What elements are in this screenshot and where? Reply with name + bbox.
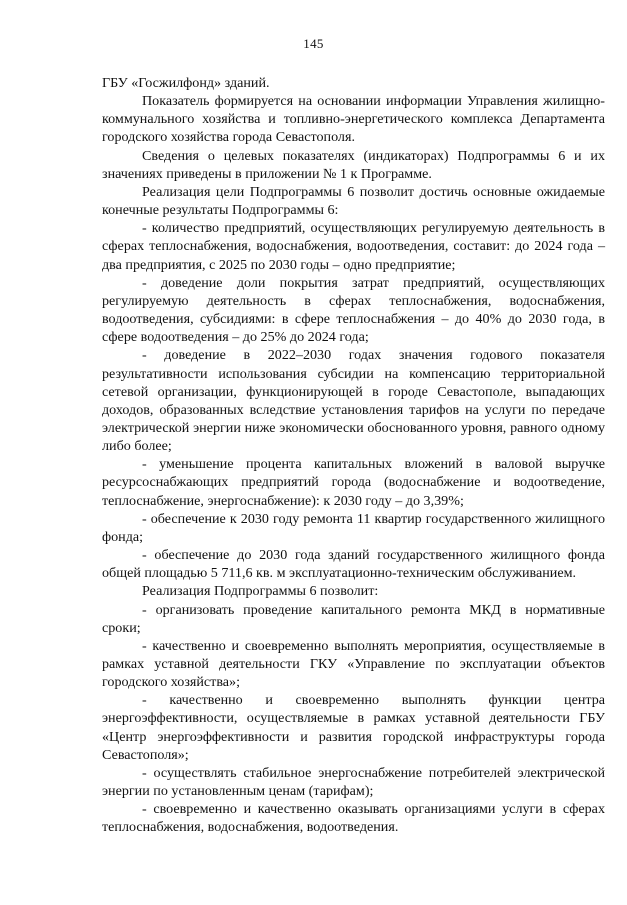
page-number: 145: [303, 36, 324, 51]
list-item-capital-repair: - организовать проведение капитального ремонта МКД в нормативные сроки;: [102, 601, 605, 636]
body-text: [102, 74, 605, 837]
list-item-power-supply: - осуществлять стабильное энергоснабжение потребителей электрической энергии по установленным ценам (тарифам);: [102, 764, 605, 800]
list-item-cost-coverage: - доведение доли покрытия затрат предприятий, осуществляющих регулируемую деятельность в сферах теплоснабжения, водоснабжения, водоотведения, субсидиями: в сфере теплоснабжения – до 40% до 2030 года, в сфере водоотведения – до 25% до 2024 года;: [102, 274, 605, 346]
list-item-enterprises-count: - количество предприятий, осуществляющих регулируемую деятельность в сферах теплоснабжения, водоснабжения, водоотведения, составит: до 2024 года – два предприятия, с 2025 по 2030 годы – одно предприятие;: [102, 220, 605, 273]
list-item-utility-services: - своевременно и качественно оказывать организациями услуги в сферах теплоснабжения, водоснабжения, водоотведения.: [102, 801, 605, 836]
paragraph-indicator-source: Показатель формируется на основании информации Управления жилищно-коммунального хозяйства и топливно-энергетического комплекса Департамента городского хозяйства города Севастополя.: [102, 93, 605, 146]
list-item-subsidy-efficiency: - доведение в 2022–2030 годах значения годового показателя результативности использования субсидии на компенсацию территориальной сетевой организации, функционирующей в городе Севастополе, выпадающих доходов, образованных вследствие установления тарифов на услуги по передаче электрической энергии ниже экономически обоснованного уровня, равного одному либо более;: [102, 347, 605, 455]
list-item-building-maintenance: - обеспечение до 2030 года зданий государственного жилищного фонда общей площадью 5 711,6 кв. м эксплуатационно-техническим обслуживанием.: [102, 547, 605, 582]
list-item-apartment-repair: - обеспечение к 2030 году ремонта 11 квартир государственного жилищного фонда;: [102, 510, 605, 545]
list-item-gku-activities: - качественно и своевременно выполнять мероприятия, осуществляемые в рамках уставной деятельности ГКУ «Управление по эксплуатации объектов городского хозяйства»;: [102, 637, 605, 691]
list-item-energy-center: - качественно и своевременно выполнять функции центра энергоэффективности, осуществляемые в рамках уставной деятельности ГБУ «Центр энергоэффективности и развития городской инфраструктуры города Севастополя»;: [102, 692, 605, 763]
paragraph-expected-results-intro: Реализация цели Подпрограммы 6 позволит достичь основные ожидаемые конечные результаты Подпрограммы 6:: [102, 183, 605, 219]
list-item-capital-investment: - уменьшение процента капитальных вложений в валовой выручке ресурсоснабжающих предприятий города (водоснабжение и водоотведение, теплоснабжение, энергоснабжение): к 2030 году – до 3,39%;: [102, 456, 605, 509]
paragraph-indicators-reference: Сведения о целевых показателях (индикаторах) Подпрограммы 6 и их значениях приведены в приложении № 1 к Программе.: [102, 147, 605, 182]
paragraph-continuation: ГБУ «Госжилфонд» зданий.: [102, 75, 270, 91]
paragraph-implementation-intro: Реализация Подпрограммы 6 позволит:: [142, 583, 379, 600]
